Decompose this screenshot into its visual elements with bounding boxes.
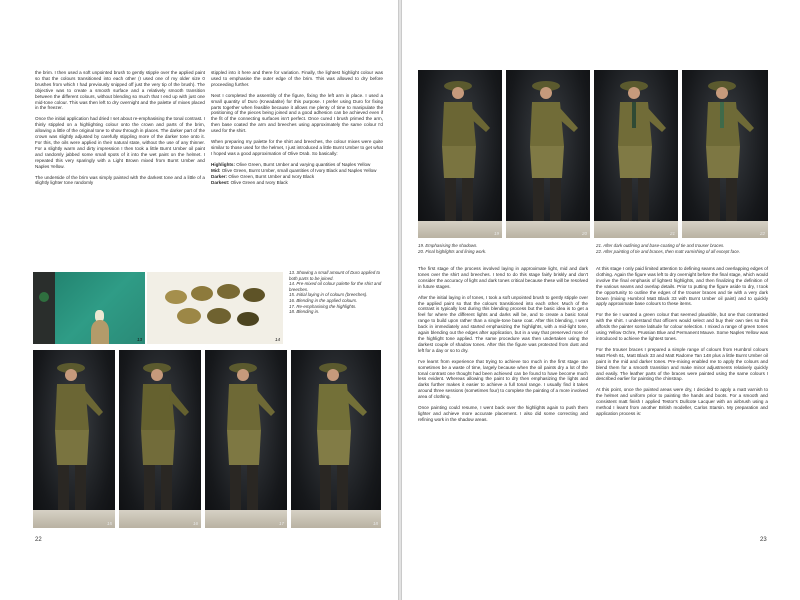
- photo-figure-stage-22: 22: [682, 70, 768, 238]
- photo-captions-left: 19. Emphasising the shadows. 20. Final highlights and lining work.: [418, 243, 487, 254]
- paragraph: the brim. I then used a soft unpointed brush to gently stipple over the applied paint so that the colours transitioned into each other (I used one of my older size 0 brushes from which I had previously snipped off just the very tip of the brush). The objective was to create a smooth surface and a relatively smooth transition between the different colours, without blending so much that I end up with just one mid-tone colour. This was then left to dry overnight and the palette of mixes placed in the freezer.: [35, 70, 205, 111]
- paragraph: stippled into it here and there for variation. Finally, the lightest highlight colour was used to emphasise the outer edge of the brim. This was allowed to dry before proceeding further.: [211, 70, 383, 87]
- page-number: 22: [35, 537, 42, 543]
- paragraph: Once painting could resume, I went back over the highlights again to push them lighter and achieve more accurate placement. I also did some correcting and refining work in the shadow areas.: [418, 405, 588, 422]
- photo-figure-stage-18: 18: [291, 350, 381, 528]
- photo-duro-applied: 13: [33, 272, 145, 344]
- paragraph: Next I completed the assembly of the figure, fixing the left arm in place. I used a small quantity of Duro (Kneadatite) for this purpose. I prefer using Duro for fixing parts together when feasible because it allows me plenty of time to manipulate the positioning of the pieces being joined and a good adhesion can be achieved even if the fit of the connecting surfaces isn't perfect. Once cured I brush primed the arm, then base coated the arm and breeches using approximately the same colour I'd used for the shirt.: [211, 92, 383, 134]
- photo-figure-stage-15: 15: [33, 350, 115, 528]
- photo-captions: 13. Showing a small amount of Duro applied to both parts to be joined. 14. Pre-mixed oil colour palette for the shirt and breeches. 15. Initial laying in of colours (breeches). 16. Blending in the applied colours. 17. Re-emphasising the highlights. 18. Blending in.: [289, 270, 382, 315]
- painted-figure-image: [291, 350, 381, 528]
- painted-figure-image: [119, 350, 201, 528]
- photo-figure-stage-20: 20: [506, 70, 590, 238]
- right-page: [402, 0, 800, 600]
- left-text-column-2: [211, 70, 383, 185]
- photo-figure-stage-19: 19: [418, 70, 502, 238]
- painted-figure-image: [33, 350, 115, 528]
- painted-figure-image: [205, 350, 287, 528]
- page-number: 23: [760, 537, 767, 543]
- photo-figure-stage-16: 16: [119, 350, 201, 528]
- painted-figure-image: [418, 70, 502, 238]
- right-text-column-1: [418, 266, 588, 428]
- paragraph: The first stage of the process involved laying in approximate light, mid and dark tones over the shirt and breeches. I tend to do this stage fairly briskly and don't consider the accuracy of light and dark tones critical because these will be resolved in future stages.: [418, 266, 588, 289]
- paragraph: When preparing my palette for the shirt and breeches, the colour mixes were quite similar to those used for the helmet, I just introduced a little Burnt Umber to get what I hoped was a good approximation of Olive Drab. So basically:: [211, 139, 383, 156]
- painted-figure-image: [594, 70, 678, 238]
- photo-figure-stage-17: 17: [205, 350, 287, 528]
- paragraph: The underside of the brim was simply painted with the darkest tone and a little of a slightly lighter tone randomly: [35, 174, 205, 186]
- photo-oil-palette: 14: [147, 272, 283, 344]
- colour-list: [211, 162, 383, 186]
- left-page: [0, 0, 398, 600]
- paragraph: After the initial laying in of tones, I took a soft unpointed brush to gently stipple over the applied paint so that the colours transitioned into each other. Much of the contrast is typically lost during this blending process but the basic idea is to get a feel for where the different lights and darks will be, and to create a basic tonal range to build upon rather than a single-tone base coat. After this blending, I went back in immediately and started emphasizing the highlights, with a mid-light tone, again blending out the edges after application, but in a way that preserved more of the highlight tone applied. The same procedure was then undertaken using the darkest couple of shadow tones. After this the figure was protected from dust and left for a day or so to dry.: [418, 294, 588, 353]
- paragraph: Once the initial application had dried I set about re-emphasising the tonal contrast. I thinly stippled on a highlighting colour onto the crown and parts of the brim, allowing a little of the original tone to show through in places. The darker part of the crown was slightly adjusted by carefully stippling more of the darker tone onto it. For this, the oils were applied in their natural state, without the use of any thinner. For a slightly warm and dirty impression I then took a little Burnt Umber oil paint and randomly jabbed some small spots of it into the wet paint on the helmet. I repeated this very sparingly with a Light Brown mixed from Burnt Umber and Naples Yellow.: [35, 116, 205, 169]
- photo-captions-right: 21. After dark outlining and base-coating of tie and trouser braces. 22. After painting of tie and braces, then matt varnishing of all except face.: [596, 243, 741, 254]
- colour-list-item: Darkest: Olive Green and Ivory Black: [211, 179, 288, 185]
- paragraph: I've learnt from experience that trying to achieve too much in the first stage can sometimes be a waste of time, largely because when the oil paints dry a lot of the tonal contrast one thought had been achieved can be found to have become much less evident. Whereas allowing the paint to dry then emphasizing the lights and darks further makes it easier to achieve a full tonal range. I usually find it takes around three sessions (sometimes four) to complete the painting of a more involved area of clothing.: [418, 358, 588, 400]
- paragraph: At this stage I only paid limited attention to defining seams and overlapping edges of clothing. Again the figure was left to dry overnight before the final stage, which would involve the final emphasis of lightest highlights, and then finalizing the definition of the various seams and overlap details. Prior to putting the figure aside to dry, I took the opportunity to outline the edges of the trouser braces and tie with a very dark brown (mixing Humbrol Matt Black 33 with Burnt Umber oil paint) and to quickly apply approximate base colours to these items.: [596, 266, 768, 307]
- photo-figure-stage-21: 21: [594, 70, 678, 238]
- colour-list-item: Highlights: Olive Green, Burnt Umber and varying quantities of Naples Yellow: [211, 161, 371, 167]
- paragraph: For the tie I wanted a green colour that seemed plausible, but one that contrasted with the shirt. I understand that officers would select and buy their own ties so this affords the painter some latitude for colour selection. I mixed a range of green tones using Yellow Ochre, Prussian Blue and Permanent Mauve. Some Naples Yellow was introduced to achieve the lightest tones.: [596, 312, 768, 341]
- colour-list-item: Darker: Olive Green, Burnt Umber and Ivory Black: [211, 173, 315, 179]
- paragraph: At this point, once the painted areas were dry, I decided to apply a matt varnish to the helmet and uniform prior to painting the hands and boots. For a smooth and consistent matt finish I applied Testor's Dullcote Lacquer with an airbrush using a method I learnt from another British modeller, Carlos Starsin. My preparation and application process is:: [596, 387, 768, 416]
- colour-list-item: Mid: Olive Green, Burnt Umber, small quantities of Ivory Black and Naples Yellow: [211, 167, 377, 173]
- right-text-column-2: [596, 266, 768, 422]
- left-text-column-1: [35, 70, 205, 191]
- painted-figure-image: [506, 70, 590, 238]
- painted-figure-image: [682, 70, 768, 238]
- paragraph: For the trouser braces I prepared a simple range of colours from Humbrol colours Matt Flesh 61, Matt Black 33 and Matt Radome Tan 148 plus a little Burnt Umber oil paint in the mid and darker tones. Pre-mixing enabled me to apply the colours and blend them for a smooth transition and make minor adjustments relatively quickly and easily. The leather parts of the braces were painted using the same colours I described earlier for painting the chinstrap.: [596, 346, 768, 382]
